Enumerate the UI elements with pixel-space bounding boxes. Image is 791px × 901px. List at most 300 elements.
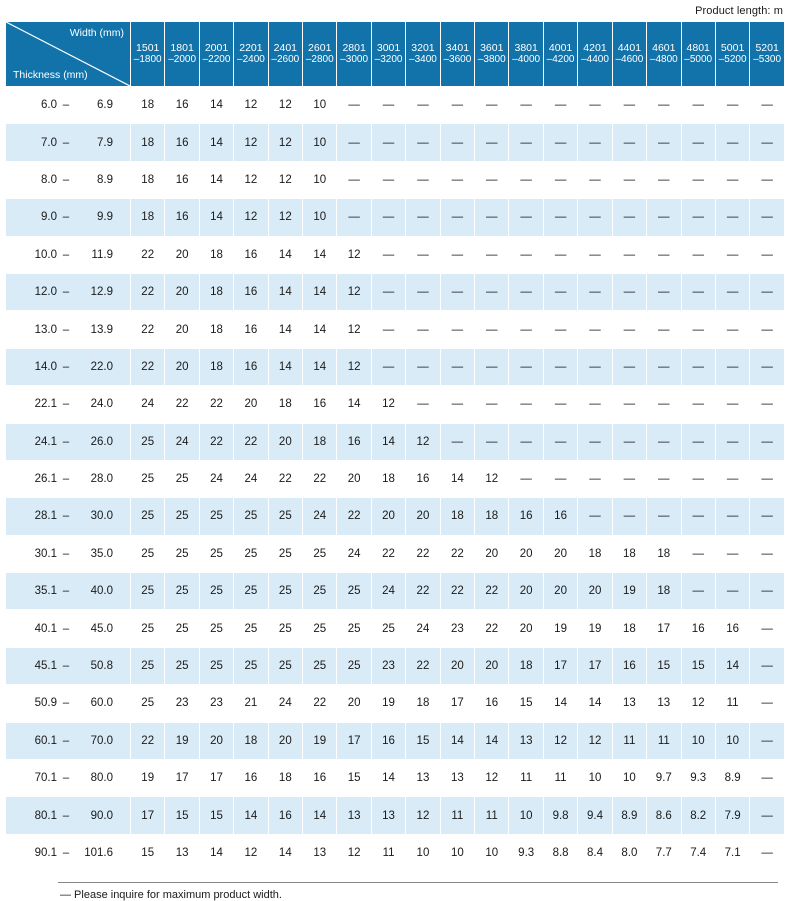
column-header-8: [406, 22, 440, 87]
cell-19-7: 13: [371, 797, 405, 834]
cell-11-12: 16: [543, 498, 577, 535]
cell-15-16: 15: [681, 647, 715, 684]
cell-3-18: —: [750, 199, 785, 236]
row-1-dash: –: [62, 136, 70, 149]
row-12-dash: –: [62, 547, 70, 560]
cell-16-6: 20: [337, 685, 371, 722]
table-row: [6, 647, 785, 684]
row-label-2: [6, 161, 131, 198]
cell-6-12: —: [543, 311, 577, 348]
cell-18-9: 13: [440, 760, 474, 797]
column-header-0-top: 1501: [136, 41, 160, 54]
cell-20-16: 7.4: [681, 834, 715, 871]
cell-2-12: —: [543, 161, 577, 198]
row-6-dash: –: [62, 323, 70, 336]
cell-3-3: 12: [234, 199, 268, 236]
cell-4-17: —: [715, 236, 749, 273]
cell-11-7: 20: [371, 498, 405, 535]
cell-3-2: 14: [199, 199, 233, 236]
cell-3-5: 10: [303, 199, 337, 236]
cell-9-16: —: [681, 423, 715, 460]
cell-1-4: 12: [268, 124, 302, 161]
row-label-5: [6, 273, 131, 310]
cell-7-5: 14: [303, 348, 337, 385]
cell-2-4: 12: [268, 161, 302, 198]
cell-20-17: 7.1: [715, 834, 749, 871]
cell-0-0: 18: [131, 87, 165, 124]
cell-10-1: 25: [165, 460, 199, 497]
cell-8-3: 20: [234, 386, 268, 423]
cell-14-4: 25: [268, 610, 302, 647]
cell-20-3: 12: [234, 834, 268, 871]
cell-18-0: 19: [131, 760, 165, 797]
cell-13-0: 25: [131, 573, 165, 610]
row-9-high: 26.0: [90, 435, 113, 448]
cell-0-11: —: [509, 87, 543, 124]
cell-0-14: —: [612, 87, 646, 124]
cell-11-6: 22: [337, 498, 371, 535]
column-header-4: [268, 22, 302, 87]
cell-16-4: 24: [268, 685, 302, 722]
cell-0-17: —: [715, 87, 749, 124]
cell-4-11: —: [509, 236, 543, 273]
cell-13-11: 20: [509, 573, 543, 610]
cell-0-7: —: [371, 87, 405, 124]
row-label-11: [6, 498, 131, 535]
cell-11-1: 25: [165, 498, 199, 535]
cell-2-8: —: [406, 161, 440, 198]
column-header-3-bottom: –2400: [237, 54, 265, 66]
column-header-1: [165, 22, 199, 87]
cell-10-3: 24: [234, 460, 268, 497]
row-7-low: 14.0: [34, 360, 57, 373]
row-label-0: [6, 87, 131, 124]
cell-10-14: —: [612, 460, 646, 497]
cell-7-13: —: [578, 348, 612, 385]
cell-19-11: 10: [509, 797, 543, 834]
cell-20-5: 13: [303, 834, 337, 871]
cell-10-18: —: [750, 460, 785, 497]
cell-15-1: 25: [165, 647, 199, 684]
cell-19-14: 8.9: [612, 797, 646, 834]
cell-18-4: 18: [268, 760, 302, 797]
cell-9-12: —: [543, 423, 577, 460]
column-header-1-top: 1801: [170, 41, 194, 54]
cell-6-6: 12: [337, 311, 371, 348]
cell-8-16: —: [681, 386, 715, 423]
cell-8-6: 14: [337, 386, 371, 423]
cell-4-7: —: [371, 236, 405, 273]
column-header-7-top: 3001: [376, 41, 401, 54]
cell-12-13: 18: [578, 535, 612, 572]
cell-2-18: —: [750, 161, 785, 198]
row-label-13: [6, 573, 131, 610]
table-header: [6, 22, 785, 87]
column-header-11-top: 3801: [514, 41, 538, 54]
cell-4-1: 20: [165, 236, 199, 273]
cell-18-5: 16: [303, 760, 337, 797]
column-header-1-bottom: –2000: [168, 54, 197, 66]
row-3-high: 9.9: [97, 211, 113, 224]
cell-4-2: 18: [199, 236, 233, 273]
cell-13-13: 20: [578, 573, 612, 610]
cell-2-3: 12: [234, 161, 268, 198]
cell-12-17: —: [715, 535, 749, 572]
column-header-17: [715, 22, 749, 87]
table-row: [6, 573, 785, 610]
cell-3-6: —: [337, 199, 371, 236]
cell-14-7: 25: [371, 610, 405, 647]
cell-17-18: —: [750, 722, 785, 759]
table-row: [6, 236, 785, 273]
cell-5-9: —: [440, 273, 474, 310]
cell-19-18: —: [750, 797, 785, 834]
cell-13-15: 18: [647, 573, 681, 610]
cell-15-14: 16: [612, 647, 646, 684]
cell-18-1: 17: [165, 760, 199, 797]
cell-18-15: 9.7: [647, 760, 681, 797]
cell-18-7: 14: [371, 760, 405, 797]
table-row: [6, 386, 785, 423]
table-row: [6, 760, 785, 797]
cell-7-8: —: [406, 348, 440, 385]
cell-14-3: 25: [234, 610, 268, 647]
cell-6-11: —: [509, 311, 543, 348]
cell-9-11: —: [509, 423, 543, 460]
cell-14-9: 23: [440, 610, 474, 647]
column-header-6-top: 2801: [342, 41, 366, 54]
cell-7-16: —: [681, 348, 715, 385]
row-20-high: 101.6: [84, 847, 113, 859]
cell-2-13: —: [578, 161, 612, 198]
cell-17-4: 20: [268, 722, 302, 759]
cell-18-11: 11: [509, 760, 543, 797]
row-label-4: [6, 236, 131, 273]
row-14-high: 45.0: [90, 622, 113, 635]
column-header-14-top: 4401: [617, 41, 642, 54]
cell-11-11: 16: [509, 498, 543, 535]
cell-6-0: 22: [131, 311, 165, 348]
cell-14-10: 22: [475, 610, 509, 647]
cell-5-11: —: [509, 273, 543, 310]
cell-3-11: —: [509, 199, 543, 236]
cell-9-8: 12: [406, 423, 440, 460]
cell-7-14: —: [612, 348, 646, 385]
cell-6-15: —: [647, 311, 681, 348]
cell-8-5: 16: [303, 386, 337, 423]
table-row: [6, 199, 785, 236]
cell-10-8: 16: [406, 460, 440, 497]
thickness-label-line2: (mm): [63, 68, 88, 81]
cell-19-6: 13: [337, 797, 371, 834]
column-header-5-top: 2601: [308, 41, 332, 54]
cell-16-2: 23: [199, 685, 233, 722]
cell-4-12: —: [543, 236, 577, 273]
row-19-high: 90.0: [90, 809, 113, 822]
cell-5-2: 18: [199, 273, 233, 310]
cell-16-9: 17: [440, 685, 474, 722]
cell-11-16: —: [681, 498, 715, 535]
cell-8-2: 22: [199, 386, 233, 423]
row-label-9: [6, 423, 131, 460]
cell-17-17: 10: [715, 722, 749, 759]
cell-12-10: 20: [475, 535, 509, 572]
cell-0-12: —: [543, 87, 577, 124]
cell-5-4: 14: [268, 273, 302, 310]
row-4-high: 11.9: [91, 248, 113, 261]
cell-7-1: 20: [165, 348, 199, 385]
row-15-low: 45.1: [34, 660, 57, 673]
cell-10-0: 25: [131, 460, 165, 497]
column-header-8-bottom: –3400: [409, 54, 437, 66]
cell-12-6: 24: [337, 535, 371, 572]
cell-2-10: —: [475, 161, 509, 198]
cell-12-12: 20: [543, 535, 577, 572]
cell-14-8: 24: [406, 610, 440, 647]
cell-7-3: 16: [234, 348, 268, 385]
row-1-low: 7.0: [41, 136, 57, 149]
cell-1-2: 14: [199, 124, 233, 161]
cell-8-0: 24: [131, 386, 165, 423]
cell-10-6: 20: [337, 460, 371, 497]
row-label-12: [6, 535, 131, 572]
cell-1-6: —: [337, 124, 371, 161]
cell-10-15: —: [647, 460, 681, 497]
cell-18-2: 17: [199, 760, 233, 797]
cell-9-2: 22: [199, 423, 233, 460]
cell-2-7: —: [371, 161, 405, 198]
cell-12-8: 22: [406, 535, 440, 572]
table-row: [6, 498, 785, 535]
cell-8-15: —: [647, 386, 681, 423]
cell-4-8: —: [406, 236, 440, 273]
table-row: [6, 610, 785, 647]
column-header-15: [647, 22, 681, 87]
cell-13-5: 25: [303, 573, 337, 610]
cell-9-4: 20: [268, 423, 302, 460]
cell-17-10: 14: [475, 722, 509, 759]
row-label-14: [6, 610, 131, 647]
cell-1-12: —: [543, 124, 577, 161]
cell-7-15: —: [647, 348, 681, 385]
cell-16-7: 19: [371, 685, 405, 722]
cell-0-4: 12: [268, 87, 302, 124]
column-header-0: [131, 22, 165, 87]
cell-12-3: 25: [234, 535, 268, 572]
cell-5-12: —: [543, 273, 577, 310]
row-0-dash: –: [62, 99, 70, 112]
cell-13-16: —: [681, 573, 715, 610]
cell-16-16: 12: [681, 685, 715, 722]
row-17-dash: –: [62, 734, 70, 747]
row-11-low: 28.1: [34, 510, 57, 523]
row-15-dash: –: [62, 660, 70, 673]
cell-14-16: 16: [681, 610, 715, 647]
row-label-6: [6, 311, 131, 348]
cell-16-11: 15: [509, 685, 543, 722]
cell-5-3: 16: [234, 273, 268, 310]
cell-3-0: 18: [131, 199, 165, 236]
cell-16-17: 11: [715, 685, 749, 722]
cell-13-3: 25: [234, 573, 268, 610]
cell-9-6: 16: [337, 423, 371, 460]
column-header-12-bottom: –4200: [546, 54, 575, 66]
cell-9-17: —: [715, 423, 749, 460]
column-header-4-top: 2401: [273, 41, 297, 54]
cell-2-6: —: [337, 161, 371, 198]
cell-7-9: —: [440, 348, 474, 385]
cell-11-17: —: [715, 498, 749, 535]
row-label-1: [6, 124, 131, 161]
cell-11-5: 24: [303, 498, 337, 535]
cell-11-10: 18: [475, 498, 509, 535]
cell-15-0: 25: [131, 647, 165, 684]
cell-6-4: 14: [268, 311, 302, 348]
cell-1-13: —: [578, 124, 612, 161]
cell-6-18: —: [750, 311, 785, 348]
cell-5-6: 12: [337, 273, 371, 310]
cell-9-10: —: [475, 423, 509, 460]
cell-14-11: 20: [509, 610, 543, 647]
cell-17-8: 15: [406, 722, 440, 759]
cell-2-17: —: [715, 161, 749, 198]
cell-16-13: 14: [578, 685, 612, 722]
cell-13-1: 25: [165, 573, 199, 610]
cell-20-10: 10: [475, 834, 509, 871]
column-header-9-bottom: –3600: [443, 54, 472, 66]
cell-12-7: 22: [371, 535, 405, 572]
thickness-label-line1: Thickness: [13, 68, 61, 81]
cell-15-7: 23: [371, 647, 405, 684]
table-row: [6, 124, 785, 161]
cell-12-0: 25: [131, 535, 165, 572]
cell-1-8: —: [406, 124, 440, 161]
cell-7-17: —: [715, 348, 749, 385]
thickness-axis-label: [13, 69, 88, 81]
column-header-16-top: 4801: [686, 41, 710, 54]
cell-1-14: —: [612, 124, 646, 161]
cell-17-9: 14: [440, 722, 474, 759]
row-13-low: 35.1: [34, 585, 57, 598]
row-11-high: 30.0: [90, 510, 113, 523]
cell-9-3: 22: [234, 423, 268, 460]
cell-4-18: —: [750, 236, 785, 273]
cell-0-13: —: [578, 87, 612, 124]
cell-0-2: 14: [199, 87, 233, 124]
cell-8-11: —: [509, 386, 543, 423]
table-row: [6, 348, 785, 385]
column-header-3: [234, 22, 268, 87]
cell-19-15: 8.6: [647, 797, 681, 834]
cell-5-8: —: [406, 273, 440, 310]
cell-18-18: —: [750, 760, 785, 797]
cell-8-1: 22: [165, 386, 199, 423]
row-20-low: 90.1: [34, 847, 57, 859]
column-header-2: [199, 22, 233, 87]
cell-10-2: 24: [199, 460, 233, 497]
row-label-3: [6, 199, 131, 236]
cell-8-13: —: [578, 386, 612, 423]
row-10-dash: –: [62, 473, 70, 486]
cell-6-14: —: [612, 311, 646, 348]
row-label-10: [6, 460, 131, 497]
column-header-4-bottom: –2600: [271, 54, 300, 66]
cell-4-6: 12: [337, 236, 371, 273]
cell-10-7: 18: [371, 460, 405, 497]
cell-4-16: —: [681, 236, 715, 273]
cell-11-18: —: [750, 498, 785, 535]
column-header-7: [371, 22, 405, 87]
cell-14-0: 25: [131, 610, 165, 647]
cell-14-6: 25: [337, 610, 371, 647]
cell-6-17: —: [715, 311, 749, 348]
column-header-9-top: 3401: [445, 41, 470, 54]
column-header-14: [612, 22, 646, 87]
cell-20-15: 7.7: [647, 834, 681, 871]
column-header-17-bottom: –5200: [718, 54, 747, 66]
cell-17-1: 19: [165, 722, 199, 759]
cell-14-15: 17: [647, 610, 681, 647]
cell-16-1: 23: [165, 685, 199, 722]
row-13-high: 40.0: [90, 585, 113, 598]
column-header-8-top: 3201: [411, 41, 435, 54]
cell-17-3: 18: [234, 722, 268, 759]
cell-18-12: 11: [543, 760, 577, 797]
cell-5-18: —: [750, 273, 785, 310]
cell-20-6: 12: [337, 834, 371, 871]
cell-12-16: —: [681, 535, 715, 572]
column-header-0-bottom: –1800: [133, 54, 162, 66]
row-15-high: 50.8: [90, 660, 113, 673]
product-length-table: [5, 21, 785, 872]
cell-13-18: —: [750, 573, 785, 610]
cell-10-16: —: [681, 460, 715, 497]
cell-12-5: 25: [303, 535, 337, 572]
cell-17-7: 16: [371, 722, 405, 759]
cell-3-8: —: [406, 199, 440, 236]
row-9-dash: –: [62, 435, 70, 448]
cell-19-8: 12: [406, 797, 440, 834]
row-18-high: 80.0: [90, 772, 113, 785]
cell-1-18: —: [750, 124, 785, 161]
table-row: [6, 423, 785, 460]
cell-3-7: —: [371, 199, 405, 236]
cell-8-18: —: [750, 386, 785, 423]
cell-16-12: 14: [543, 685, 577, 722]
cell-7-10: —: [475, 348, 509, 385]
row-16-dash: –: [62, 697, 70, 710]
cell-11-14: —: [612, 498, 646, 535]
cell-1-0: 18: [131, 124, 165, 161]
cell-6-13: —: [578, 311, 612, 348]
row-7-high: 22.0: [90, 360, 113, 373]
cell-8-14: —: [612, 386, 646, 423]
cell-20-1: 13: [165, 834, 199, 871]
cell-11-13: —: [578, 498, 612, 535]
cell-15-15: 15: [647, 647, 681, 684]
cell-3-14: —: [612, 199, 646, 236]
cell-6-2: 18: [199, 311, 233, 348]
cell-15-13: 17: [578, 647, 612, 684]
cell-19-9: 11: [440, 797, 474, 834]
cell-0-15: —: [647, 87, 681, 124]
cell-18-13: 10: [578, 760, 612, 797]
column-header-14-bottom: –4600: [615, 54, 644, 66]
row-4-dash: –: [62, 248, 70, 261]
row-1-high: 7.9: [97, 136, 113, 149]
cell-1-10: —: [475, 124, 509, 161]
cell-3-16: —: [681, 199, 715, 236]
